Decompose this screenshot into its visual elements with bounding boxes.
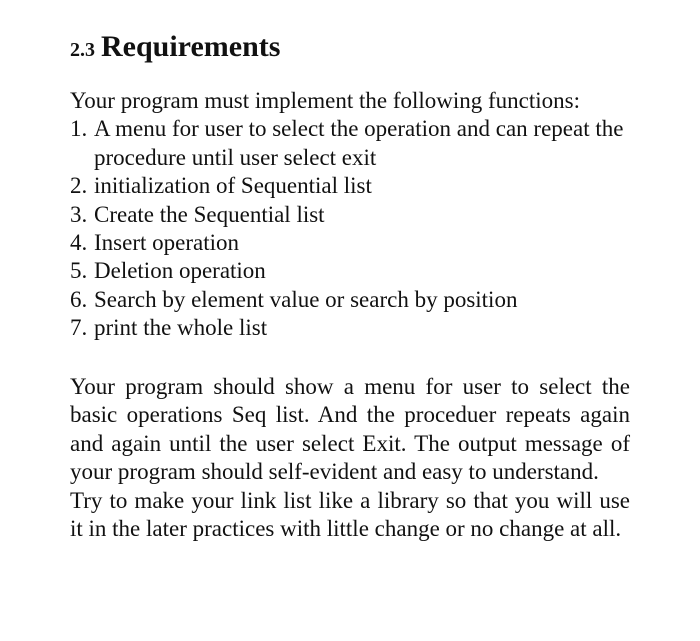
list-marker: 3. xyxy=(70,201,88,227)
list-item xyxy=(70,257,630,285)
list-item-text: Deletion operation xyxy=(94,258,266,284)
list-item xyxy=(70,201,630,229)
list-item-text: initialization of Sequential list xyxy=(94,173,372,199)
list-marker: 4. xyxy=(70,230,88,256)
section-number: 2.3 xyxy=(70,39,95,61)
list-item xyxy=(70,172,630,200)
list-marker: 2. xyxy=(70,173,88,199)
list-item-text: print the whole list xyxy=(94,315,268,341)
list-item xyxy=(70,229,630,257)
list-item-text: A menu for user to select the operation and can repeat the procedure until user select exit xyxy=(94,116,624,170)
intro-text: Your program must implement the following functions: xyxy=(70,88,581,113)
requirements-block xyxy=(70,87,630,343)
list-item xyxy=(70,115,630,172)
list-marker: 1. xyxy=(70,116,88,142)
list-marker: 6. xyxy=(70,286,88,312)
section-title: Requirements xyxy=(101,30,281,63)
list-marker: 5. xyxy=(70,258,88,284)
list-item xyxy=(70,286,630,314)
list-item-text: Insert operation xyxy=(94,230,239,256)
list-item-text: Create the Sequential list xyxy=(94,201,325,227)
section-heading xyxy=(70,30,280,64)
list-item xyxy=(70,314,630,342)
library-paragraph: Try to make your link list like a library so that you will use it in the later practices with little change or no change at all. xyxy=(70,487,630,542)
menu-paragraph: Your program should show a menu for user to select the basic operations Seq list. And the proceduer repeats again and again until the user select Exit. The output message of your program should self-evident and easy to understand. xyxy=(70,374,630,485)
requirements-list xyxy=(70,115,630,342)
list-item-text: Search by element value or search by position xyxy=(94,286,518,312)
instructions-block xyxy=(70,373,630,543)
list-marker: 7. xyxy=(70,315,88,341)
